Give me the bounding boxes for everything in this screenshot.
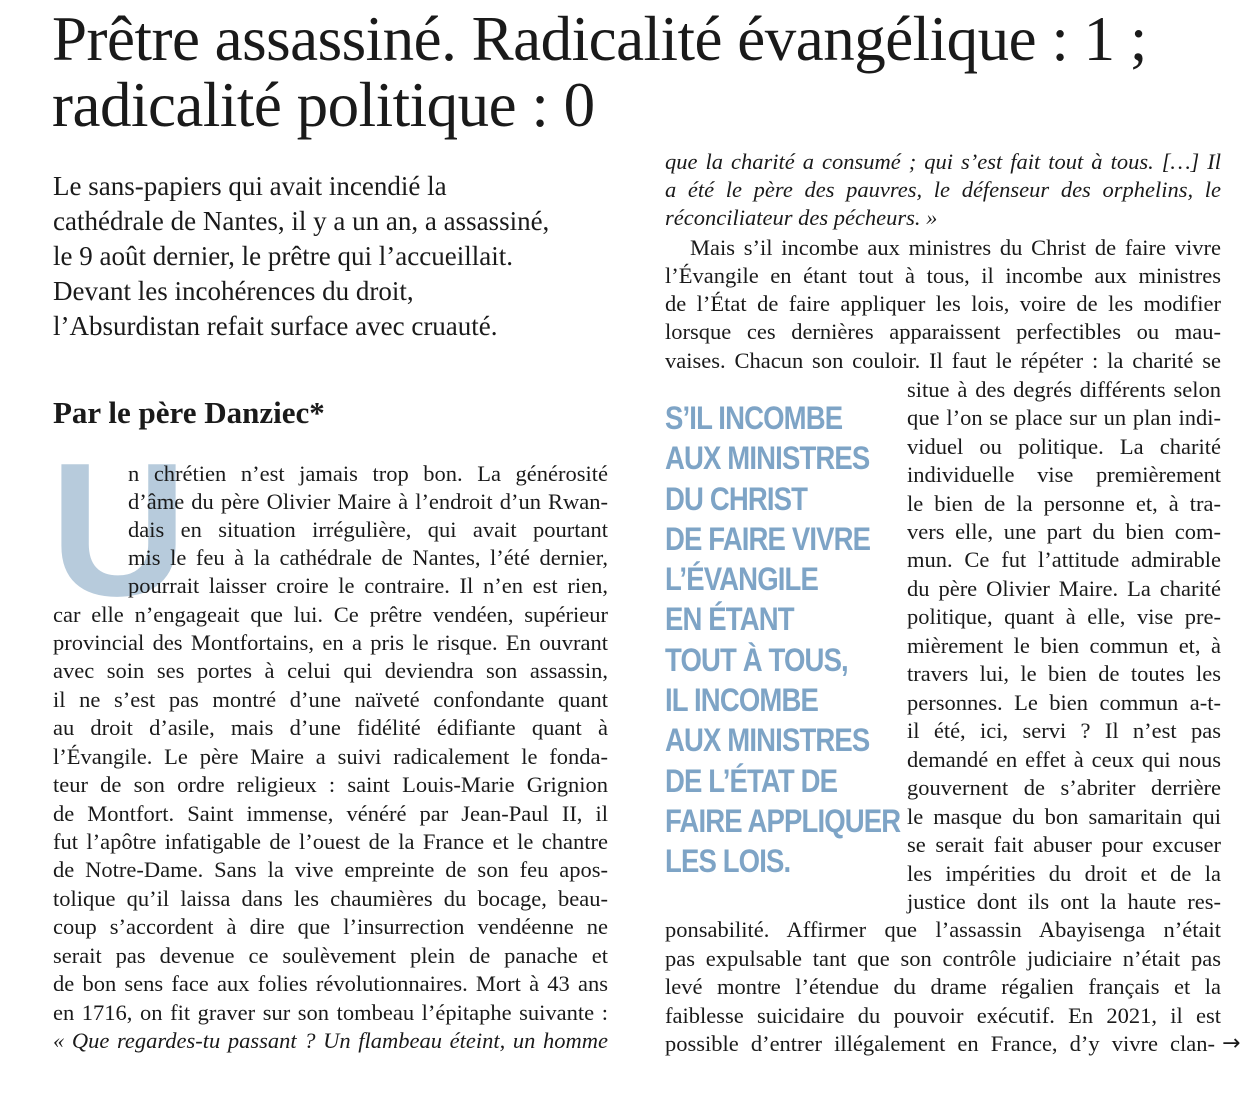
body-line: il été, ici, servi ? Il n’est pas xyxy=(907,718,1221,743)
body-line: il ne s’est pas montré d’une naïveté confondante quant xyxy=(53,687,608,712)
body-line: ponsabilité. Affirmer que l’assassin Abayisenga n’était xyxy=(665,917,1221,942)
body-line: situe à des degrés différents selon xyxy=(907,377,1221,402)
pull-quote-line: AUX MINISTRES xyxy=(665,440,870,477)
body-line: de Notre-Dame. Sans la vive empreinte de son feu apos- xyxy=(53,857,608,882)
pull-quote-line: AUX MINISTRES xyxy=(665,722,870,759)
body-line: individuelle vise premièrement xyxy=(907,462,1221,487)
body-line: le bien de la personne et, à tra- xyxy=(907,491,1221,516)
body-line: que l’on se place sur un plan indi- xyxy=(907,405,1221,430)
body-line: de l’État de faire appliquer les lois, voire de les modifier xyxy=(665,291,1221,316)
pull-quote-line: DU CHRIST xyxy=(665,480,808,517)
body-line: pas expulsable tant que son contrôle judiciaire n’était pas xyxy=(665,946,1221,971)
standfirst-line: Devant les incohérences du droit, xyxy=(53,276,414,306)
pull-quote-line: L’ÉVANGILE xyxy=(665,561,818,598)
body-line: coup s’accordent à dire que l’insurrection vendéenne ne xyxy=(53,914,608,939)
body-line: justice dont ils ont la haute res- xyxy=(907,889,1221,914)
body-line: vers elle, une part du bien com- xyxy=(907,519,1221,544)
body-line: dais en situation irrégulière, qui avait pourtant xyxy=(128,517,608,542)
standfirst-line: l’Absurdistan refait surface avec cruauté. xyxy=(53,311,498,341)
pull-quote-line: DE L’ÉTAT DE xyxy=(665,762,838,799)
body-line: d’âme du père Olivier Maire à l’endroit d’un Rwan- xyxy=(128,489,608,514)
continue-arrow-icon: → xyxy=(1222,1031,1241,1056)
body-line: personnes. Le bien commun a-t- xyxy=(907,690,1221,715)
body-line: se serait fait abuser pour excuser xyxy=(907,832,1221,857)
pull-quote-line: FAIRE APPLIQUER xyxy=(665,802,901,839)
body-line: en 1716, on fit graver sur son tombeau l’épitaphe suivante : xyxy=(53,1000,608,1025)
standfirst-line: le 9 août dernier, le prêtre qui l’accueillait. xyxy=(53,241,513,271)
body-line: Mais s’il incombe aux ministres du Christ de faire vivre xyxy=(690,235,1221,260)
body-line: serait pas devenue ce soulèvement plein de panache et xyxy=(53,943,608,968)
body-line: « Que regardes-tu passant ? Un flambeau éteint, un homme xyxy=(53,1028,608,1053)
body-line: tolique qu’il laissa dans les chaumières du bocage, beau- xyxy=(53,886,608,911)
pull-quote-line: EN ÉTANT xyxy=(665,601,794,638)
body-line: possible d’entrer illégalement en France, d’y vivre clan- xyxy=(665,1031,1215,1056)
body-line: lorsque ces dernières apparaissent perfectibles ou mau- xyxy=(665,319,1221,344)
pull-quote-line: LES LOIS. xyxy=(665,843,791,880)
standfirst-line: Le sans-papiers qui avait incendié la xyxy=(53,171,447,201)
body-line: faiblesse suicidaire du pouvoir exécutif. En 2021, il est xyxy=(665,1003,1221,1028)
pull-quote-line: S’IL INCOMBE xyxy=(665,400,843,436)
body-line: a été le père des pauvres, le défenseur des orphelins, le xyxy=(665,177,1221,202)
body-line: de Montfort. Saint immense, vénéré par Jean-Paul II, il xyxy=(53,801,608,826)
body-line: l’Évangile. Le père Maire a suivi radicalement le fonda- xyxy=(53,744,608,769)
body-line: n chrétien n’est jamais trop bon. La générosité xyxy=(128,461,608,486)
body-line: viduel ou politique. La charité xyxy=(907,434,1221,459)
pull-quote xyxy=(665,398,901,882)
body-line: au droit d’asile, mais d’une fidélité édifiante quant à xyxy=(53,715,608,740)
pull-quote-line: DE FAIRE VIVRE xyxy=(665,520,871,557)
body-line: mis le feu à la cathédrale de Nantes, l’été dernier, xyxy=(128,545,608,570)
body-line: réconciliateur des pécheurs. » xyxy=(665,205,938,230)
body-line: l’Évangile en étant tout à tous, il incombe aux ministres xyxy=(665,263,1221,288)
body-line: mun. Ce fut l’attitude admirable xyxy=(907,547,1221,572)
drop-cap: U xyxy=(50,424,188,636)
body-line: politique, quant à elle, vise pre- xyxy=(907,604,1221,629)
body-line: les impérities du droit et de la xyxy=(907,861,1221,886)
body-line: que la charité a consumé ; qui s’est fait tout à tous. […] Il xyxy=(665,149,1221,174)
pull-quote-line: TOUT À TOUS, xyxy=(665,641,848,678)
body-line: car elle n’engageait que lui. Ce prêtre vendéen, supérieur xyxy=(53,602,608,627)
body-line: avec soin ses portes à celui qui deviendra son assassin, xyxy=(53,658,608,683)
body-line: mièrement le bien commun et, à xyxy=(907,633,1221,658)
body-line: levé montre l’étendue du drame régalien français et la xyxy=(665,974,1221,999)
body-line: vaises. Chacun son couloir. Il faut le répéter : la charité se xyxy=(665,348,1221,373)
body-line: provincial des Montfortains, en a pris le risque. En ouvrant xyxy=(53,630,608,655)
body-line: demandé en effet à ceux qui nous xyxy=(907,747,1221,772)
body-line: teur de son ordre religieux : saint Louis-Marie Grignion xyxy=(53,772,608,797)
pull-quote-line: IL INCOMBE xyxy=(665,682,818,719)
body-line: pourrait laisser croire le contraire. Il n’en est rien, xyxy=(128,573,608,598)
body-line: de bon sens face aux folies révolutionnaires. Mort à 43 ans xyxy=(53,971,608,996)
standfirst-line: cathédrale de Nantes, il y a un an, a assassiné, xyxy=(53,206,550,236)
byline: Par le père Danziec* xyxy=(53,395,325,430)
headline xyxy=(52,6,1232,138)
headline-line-2: radicalité politique : 0 xyxy=(52,70,595,140)
standfirst xyxy=(53,169,623,344)
headline-line-1: Prêtre assassiné. Radicalité évangélique : 1 ; xyxy=(52,4,1147,74)
body-line: du père Olivier Maire. La charité xyxy=(907,576,1221,601)
body-line: gouvernent de s’abriter derrière xyxy=(907,775,1221,800)
body-line: fut l’apôtre infatigable de l’ouest de la France et le chantre xyxy=(53,829,608,854)
body-line: travers lui, le bien de toutes les xyxy=(907,661,1221,686)
body-line: le masque du bon samaritain qui xyxy=(907,804,1221,829)
